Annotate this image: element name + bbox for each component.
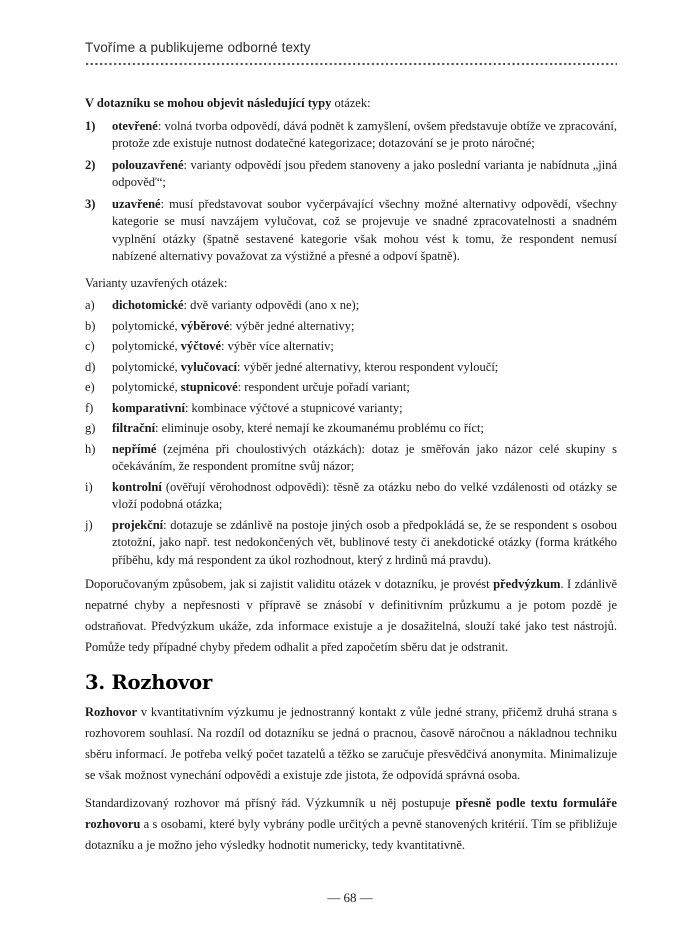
letter-item-b — [85, 318, 617, 336]
numbered-item-3 — [85, 196, 617, 266]
letter-item-e — [85, 379, 617, 397]
numbered-item-1 — [85, 118, 617, 153]
item-text: : dotazuje se zdánlivě na postoje jiných osob a předpokládá se, že se respondent s osobou ztotožní, jako např. test nedokončených vět, bublinové testy či anekdotické otázky (forma krátkého příběhu, kdy má respondent za úkol rozhodnout, který z hrdinů má pravdu). — [112, 517, 617, 567]
item-text: (ověřují věrohodnost odpovědi): těsně za otázku nebo do velké vzdálenosti od otázky se vloží podobná otázka; — [112, 479, 617, 511]
item-term: dichotomické — [112, 298, 184, 312]
letter-item-i — [85, 479, 617, 514]
interview-text: v kvantitativním výzkumu je jednostranný kontakt z vůle jedné strany, přičemž druhá strana s rozhovorem souhlasí. Na rozdíl od dotazníku se jedná o pracnou, časově náročnou a nákladnou techniku sběru informací. Je potřeba velký počet tazatelů a těžko se zaručuje přesvědčivá anonymita. Minimalizuje se však možnost vynechání odpovědi a existuje zde jistota, že odpovídá správná osoba. — [85, 705, 617, 782]
letter-item-h — [85, 441, 617, 476]
letter-item-d — [85, 359, 617, 377]
letter-item-f — [85, 400, 617, 418]
item-term: filtrační — [112, 421, 156, 435]
list-marker: f) — [85, 400, 94, 415]
item-pre: polytomické, — [112, 380, 181, 394]
item-pre: polytomické, — [112, 318, 181, 333]
item-text: : výběr více alternativ; — [221, 339, 334, 353]
dotted-rule — [85, 62, 617, 66]
item-body — [112, 297, 617, 315]
page-body — [85, 40, 617, 863]
item-text: : respondent určuje pořadí variant; — [237, 380, 410, 394]
pretest-keyword: předvýzkum — [493, 577, 561, 591]
item-body — [112, 420, 617, 438]
item-body — [112, 318, 617, 336]
item-term: stupnicové — [180, 380, 238, 394]
item-body — [112, 441, 617, 476]
item-term: výčtové — [180, 339, 222, 353]
item-body — [112, 379, 617, 397]
item-term: polouzavřené — [112, 157, 184, 172]
list-marker: b) — [85, 318, 96, 333]
interview-keyword: Rozhovor — [85, 705, 138, 719]
list-marker: 3) — [85, 196, 96, 211]
item-body — [112, 118, 617, 153]
item-text: : varianty odpovědí jsou předem stanoveny a jako poslední varianta je nabídnuta „jiná odpověď“; — [112, 157, 617, 189]
item-text: : musí představovat soubor vyčerpávající všechny možné alternativy odpovědí, všechny kategorie se musí navzájem vylučovat, což se projevuje ve snadné zpracovatelnosti a snadném vyplnění otázky (špatně sestavené kategorie však mohou vést k tomu, že respondent nemusí nabízené alternativy považovat za výstižné a přesné a odpoví špatně). — [112, 196, 617, 263]
numbered-item-2 — [85, 157, 617, 192]
item-body — [112, 157, 617, 192]
list-marker: e) — [85, 380, 95, 394]
list-marker: a) — [85, 298, 95, 312]
item-body — [112, 400, 617, 418]
running-header: Tvoříme a publikujeme odborné texty — [85, 40, 311, 55]
list-marker: c) — [85, 339, 95, 353]
interview-paragraph-1 — [85, 702, 617, 786]
list-marker: g) — [85, 421, 96, 435]
page-number: — 68 — — [327, 890, 373, 905]
list-marker: 2) — [85, 157, 96, 172]
interview2-after: a s osobami, které byly vybrány podle určitých a pevně stanovených kritérií. Tím se přibližuje dotazníku a je možno jeho výsledky hodnotit numericky, tedy kvantitativně. — [85, 817, 617, 852]
letter-item-j — [85, 517, 617, 570]
pretest-paragraph — [85, 574, 617, 658]
item-text: : eliminuje osoby, které nemají ke zkoumanému problému co říct; — [155, 421, 485, 435]
item-body — [112, 196, 617, 266]
item-body — [112, 359, 617, 377]
list-marker: h) — [85, 441, 96, 456]
item-term: projekční — [112, 517, 164, 532]
item-text: : dvě varianty odpovědi (ano x ne); — [183, 298, 360, 312]
intro-lead-rest: otázek: — [331, 96, 371, 110]
item-term: nepřímé — [112, 441, 157, 456]
list-marker: d) — [85, 359, 96, 374]
letter-item-c — [85, 338, 617, 356]
main-content — [85, 95, 617, 856]
section-heading: 3. Rozhovor — [85, 671, 213, 694]
item-text: : kombinace výčtové a stupnicové varianty; — [184, 400, 403, 415]
interview2-before: Standardizovaný rozhovor má přísný řád. Výzkumník u něj postupuje — [85, 796, 456, 810]
interview2-keyword: přesně podle textu formuláře rozhovoru — [85, 796, 617, 831]
item-text: : výběr jedné alternativy, kterou respondent vyloučí; — [237, 359, 499, 374]
list-marker: j) — [85, 517, 93, 532]
item-text: : volná tvorba odpovědí, dává podnět k zamyšlení, ovšem představuje obtíže ve zpracování, protože zde existuje nutnost dodatečné kategorizace; dotazování se je proto náročné; — [112, 118, 617, 150]
pretest-after: . I zdánlivě nepatrné chyby a nepřesnosti v přípravě se znásobí v definitivním průzkumu a je potom pozdě je odstraňovat. Předvýzkum ukáže, zda informace existuje a je dosažitelná, slouží také jako test nástrojů. Pomůže tedy případné chyby předem odhalit a před započetím sběru dat je odstranit. — [85, 577, 617, 654]
letter-item-g — [85, 420, 617, 438]
variants-title: Varianty uzavřených otázek: — [85, 275, 228, 290]
item-text: (zejména při choulostivých otázkách): dotaz je směřován jako názor celé skupiny s očekáváním, že respondent promítne svůj názor; — [112, 441, 617, 473]
list-marker: i) — [85, 479, 93, 494]
item-body — [112, 517, 617, 570]
letter-item-a — [85, 297, 617, 315]
intro-lead-bold: V dotazníku se mohou objevit následující typy — [85, 96, 332, 110]
pretest-before: Doporučovaným způsobem, jak si zajistit validitu otázek v dotazníku, je provést — [85, 577, 494, 591]
intro-line — [85, 95, 617, 113]
item-text: : výběr jedné alternativy; — [229, 318, 355, 333]
item-term: kontrolní — [112, 479, 162, 494]
item-body — [112, 338, 617, 356]
item-term: uzavřené — [112, 196, 161, 211]
interview-paragraph-2 — [85, 793, 617, 856]
item-term: výběrové — [180, 318, 230, 333]
item-body — [112, 479, 617, 514]
item-term: otevřené — [112, 118, 158, 133]
list-marker: 1) — [85, 118, 96, 133]
item-term: vylučovací — [180, 359, 237, 374]
item-pre: polytomické, — [112, 359, 181, 374]
item-pre: polytomické, — [112, 339, 181, 353]
item-term: komparativní — [112, 400, 185, 415]
